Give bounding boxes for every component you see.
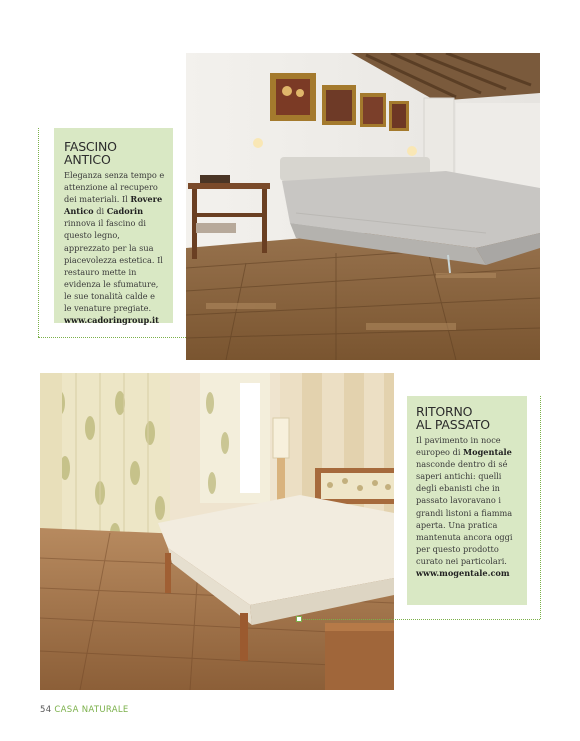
- bedroom-illustration-2: [40, 373, 394, 690]
- divider-marker: [296, 616, 302, 622]
- caption-text: rinnova il fascino di questo legno, apprezzato per la sua piacevolezza estetica. Il restauro mette in evidenza le sfumature, le sue tonalità calde e le venature pregiate.: [64, 218, 163, 314]
- bedroom-photo-rovere-antico: [186, 53, 540, 360]
- website-link[interactable]: www.cadoringroup.it: [64, 315, 159, 326]
- divider-line-top: [38, 337, 186, 338]
- magazine-name: CASA NATURALE: [54, 705, 129, 715]
- brand-name: Mogentale: [463, 447, 512, 458]
- caption-body: [416, 434, 520, 567]
- caption-text: Eleganza senza tempo e attenzione al recupero dei materiali. Il: [64, 170, 165, 205]
- website-link[interactable]: www.mogentale.com: [416, 568, 510, 579]
- divider-line-right: [540, 396, 541, 619]
- caption-body: [64, 169, 165, 314]
- brand-name: Rovere Antico: [64, 194, 163, 217]
- caption-ritorno-al-passato: [407, 396, 527, 605]
- caption-text: Il pavimento in noce europeo di: [416, 435, 501, 458]
- bedroom-illustration: [186, 53, 540, 360]
- title-line: AL PASSATO: [416, 417, 490, 432]
- caption-text: nasconde dentro di sé saperi antichi: quelli degli ebanisti che in passato lavoravano i grandi listoni a fiamma aperta. Una pratica mantenuta ancora oggi per questo prodotto curato nei particolari.: [416, 459, 513, 566]
- title-line: RITORNO: [416, 404, 473, 419]
- bedroom-photo-mogentale: [40, 373, 394, 690]
- brand-name: Cadorin: [106, 206, 144, 217]
- caption-text: di: [93, 206, 107, 217]
- page-number: 54: [40, 705, 52, 715]
- caption-title: FASCINO ANTICO: [64, 139, 117, 167]
- page-footer: [40, 705, 129, 715]
- caption-fascino-antico: [54, 128, 173, 326]
- divider-line-left: [38, 128, 39, 337]
- caption-title: [416, 405, 520, 431]
- divider-line-bottom: [300, 619, 540, 620]
